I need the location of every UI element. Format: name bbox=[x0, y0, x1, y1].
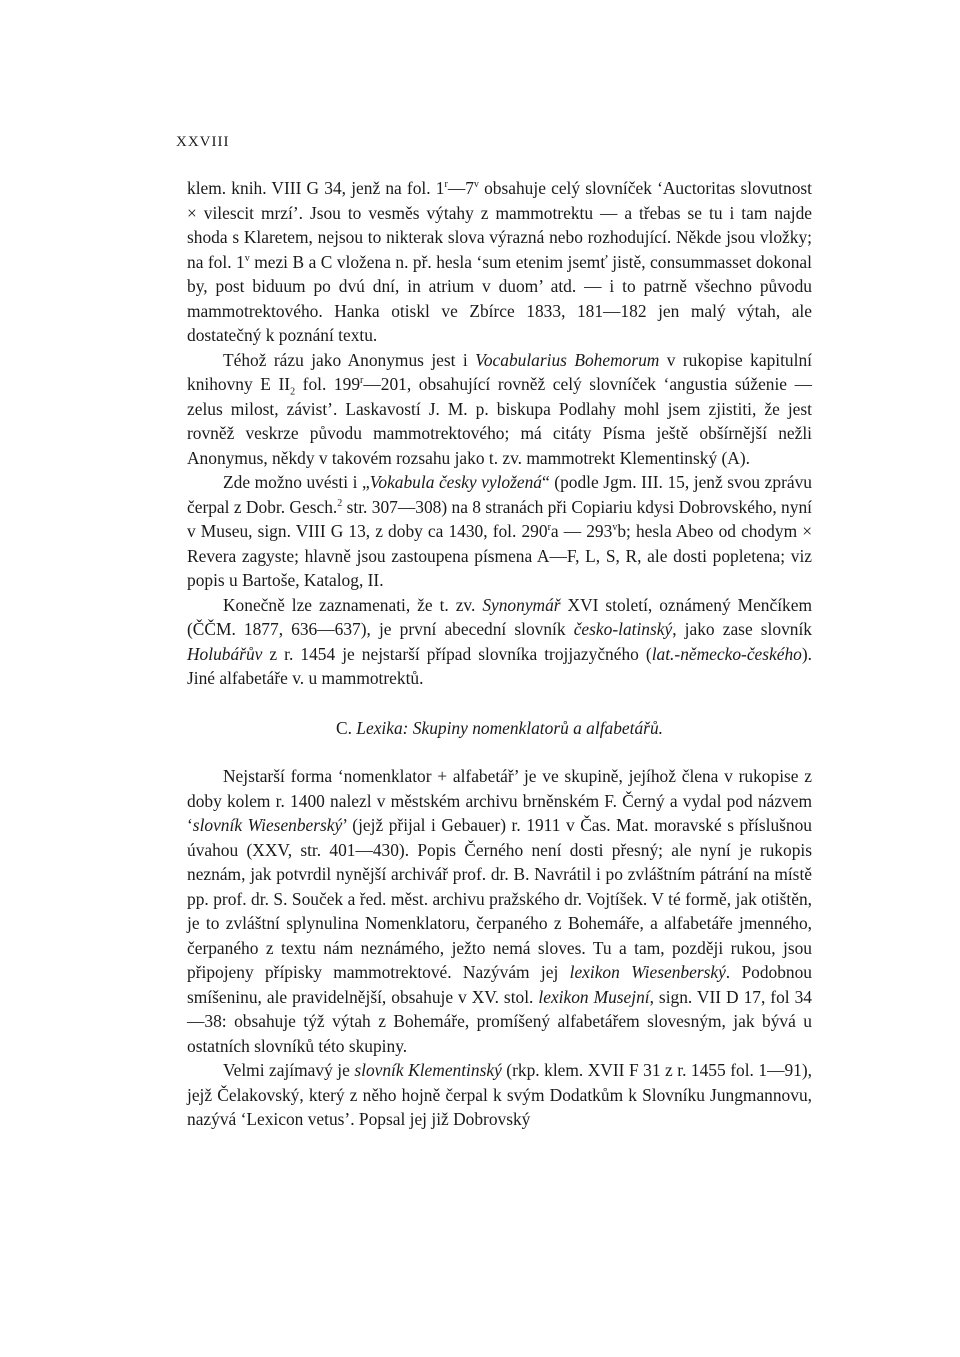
p3-text-c: str. 307—308) na 8 stranách při Copiariu kdysi Dobrovského, nyní v Museu, sign. VIII G 13, z doby ca 1430, fol. 290 bbox=[187, 496, 812, 541]
p3-text-a: Zde možno uvésti i „ bbox=[223, 472, 370, 492]
p5-text-c: . Podobnou smíšeninu, ale pravidelnější, obsahuje v XV. stol. bbox=[187, 962, 813, 1007]
p3-sup-2: r bbox=[547, 522, 551, 534]
section-heading bbox=[187, 716, 812, 741]
paragraph-1 bbox=[187, 176, 812, 348]
p2-text-a: Téhož rázu jako Anonymus jest i bbox=[223, 349, 476, 370]
p4-text-c: , jako zase slovník bbox=[672, 619, 812, 639]
p3-sup-1: 2 bbox=[337, 497, 343, 509]
p5-italic-1: slovník Wiesenberský bbox=[192, 815, 343, 835]
p5-italic-3: lexikon Musejní bbox=[538, 986, 650, 1007]
p4-italic-4: lat.-německo-českého bbox=[651, 643, 802, 664]
p5-text-d: , sign. VII D 17, fol 34—38: obsahuje týž výtah z Bohemáře, promíšený alfabetářem slovesným, jak bývá u ostatních slovníků této skupiny. bbox=[187, 986, 812, 1056]
p1-text-c: obsahuje celý slovníček ‘Auctoritas slovutnost × vilescit mrzí’. Jsou to vesměs výtahy z mammotrektu — a třebas se tu i tam najde shoda s Klaretem, nejsou to nikterak slova výrazná nebo rozhodující. Někde jsou vložky; na fol. 1 bbox=[187, 178, 812, 272]
p6-text-b: (rkp. klem. XVII F 31 z r. 1455 fol. 1—91), jejž Čelakovský, který z něho hojně čerpal k svým Dodatkům k Slovníku Jungmannovu, nazývá ‘Lexicon vetus’. Popsal jej již Dobrovský bbox=[187, 1060, 812, 1129]
p4-italic-1: Synonymář bbox=[482, 594, 561, 615]
p2-sub-1: 2 bbox=[290, 386, 296, 398]
paragraph-5 bbox=[187, 764, 812, 1058]
p2-italic-1: Vocabularius Bohemorum bbox=[475, 349, 660, 370]
p5-italic-2: lexikon Wiesenberský bbox=[569, 962, 726, 982]
p5-text-b: ’ (jejž přijal i Gebauer) r. 1911 v Čas. Mat. moravské s příslušnou úvahou (XXV, str. 401—430). Popis Černého není dosti přesný; ale nyní je rukopis neznám, jak potvrdil nynější archivář prof. dr. B. Navrátil i po zvláštním pátrání na místě pp. prof. dr. S. Souček a řed. měst. archivu pražského dr. Vojtíšek. V té formě, jak otištěn, je to zvláštní splynulina Nomenklatoru, čerpaného z Bohemáře, a alfabetáře jmenného, čerpaného z textu nám neznámého, ježto nemá sloves. Tu a tam, později rukou, jsou připojeny přípisky mammotrektové. Nazývám jej bbox=[187, 815, 812, 982]
page-number: XXVIII bbox=[176, 134, 230, 150]
page-body bbox=[187, 176, 812, 1132]
p3-text-b: “ (podle Jgm. III. 15, jenž svou zprávu čerpal z Dobr. Gesch. bbox=[187, 472, 812, 517]
p3-text-e: b; hesla Abeo od chodym × Revera zagyste; hlavně jsou zastoupena písmena A—F, L, S, R, ale dosti popletena; viz popis u Bartoše, Katalog, II. bbox=[187, 521, 813, 590]
p4-text-a: Konečně lze zaznamenati, že t. zv. bbox=[223, 594, 483, 615]
p1-sup-1: r bbox=[444, 179, 448, 191]
p2-text-d: —201, obsahující rovněž celý slovníček ‘angustia súženie — zelus milost, závist’. Laskavostí J. M. p. biskupa Podlahy mohl jsem zjistiti, že jest rovněž veskrze původu mammotrektového; má citáty Písma ještě obšírnější nežli Anonymus, někdy v takovém rozsahu jako t. zv. mammotrekt Klementinský (A). bbox=[187, 374, 813, 468]
paragraph-3 bbox=[187, 470, 812, 593]
section-title: Lexika: Skupiny nomenklatorů a alfabetářů. bbox=[351, 717, 663, 738]
p1-text-b: —7 bbox=[447, 178, 474, 198]
paragraph-2 bbox=[187, 348, 812, 471]
p3-text-d: a — 293 bbox=[550, 521, 613, 541]
p2-text-b: v rukopise kapitulní knihovny E II bbox=[187, 349, 812, 394]
p1-sup-2: v bbox=[473, 179, 479, 191]
p2-sup-1: r bbox=[360, 375, 364, 387]
p3-sup-3: v bbox=[612, 522, 618, 534]
paragraph-6 bbox=[187, 1058, 812, 1132]
p6-italic-1: slovník Klementinský bbox=[354, 1060, 502, 1080]
p4-text-d: z r. 1454 je nejstarší případ slovníka trojjazyčného ( bbox=[262, 643, 652, 664]
p1-text-a: klem. knih. VIII G 34, jenž na fol. 1 bbox=[187, 178, 445, 198]
p3-italic-1: Vokabula česky vyložená bbox=[369, 472, 543, 492]
section-letter: C. bbox=[336, 717, 352, 738]
p6-text-a: Velmi zajímavý je bbox=[223, 1060, 355, 1080]
p1-text-d: mezi B a C vložena n. př. hesla ‘sum etenim jsemť jistě, consummasset dokonal by, post biduum po dvú dní, in atrium v duom’ atd. — i to patrně všechno původu mammotrektového. Hanka otiskl ve Zbírce 1833, 181—182 jen malý výtah, ale dostatečný k poznání textu. bbox=[187, 251, 812, 345]
p4-italic-3: Holubářův bbox=[187, 643, 263, 664]
p4-text-e: ). Jiné alfabetáře v. u mammotrektů. bbox=[187, 643, 812, 688]
paragraph-4 bbox=[187, 593, 812, 691]
p5-text-a: Nejstarší forma ‘nomenklator + alfabetář’ je ve skupině, jejíhož člena v rukopise z doby kolem r. 1400 nalezl v městském archivu brněnském F. Černý a vydal pod názvem ‘ bbox=[187, 766, 812, 835]
p4-italic-2: česko-latinský bbox=[573, 619, 673, 639]
p2-text-c: fol. 199 bbox=[295, 374, 361, 394]
p4-text-b: XVI století, oznámený Menčíkem (ČČM. 1877, 636—637), je první abecední slovník bbox=[187, 594, 812, 639]
p1-sup-3: v bbox=[244, 252, 250, 264]
